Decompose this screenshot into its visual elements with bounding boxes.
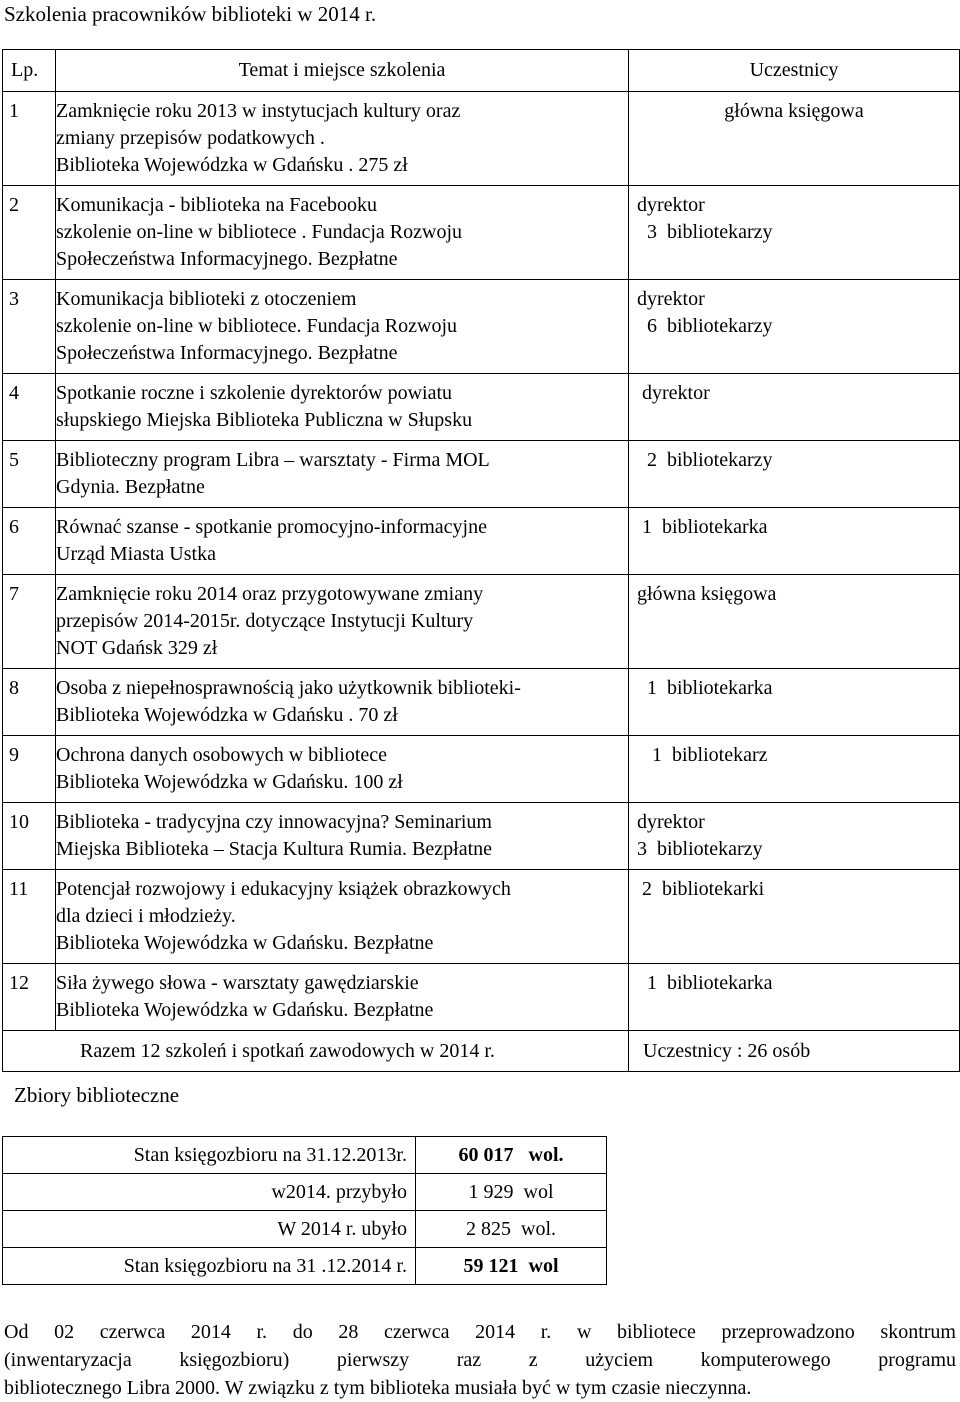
note-line: bibliotecznego Libra 2000. W związku z tym biblioteka musiała być w tym czasie nieczynna. [4, 1377, 752, 1399]
topic-line: zmiany przepisów podatkowych . [56, 127, 325, 149]
participant-line: 1 bibliotekarka [637, 516, 768, 538]
row-number: 2 [3, 186, 56, 280]
topic-line: Siła żywego słowa - warsztaty gawędziarskie [56, 972, 419, 994]
topic-line: Urząd Miasta Ustka [56, 543, 216, 565]
row-number: 8 [3, 669, 56, 736]
topic-line: Społeczeństwa Informacyjnego. Bezpłatne [56, 342, 398, 364]
row-participants [629, 508, 960, 575]
table-row [3, 186, 960, 280]
note-line: Od 02 czerwca 2014 r. do 28 czerwca 2014 r. w bibliotece przeprowadzono skontrum [4, 1321, 956, 1343]
note-line: (inwentaryzacja księgozbioru) pierwszy raz z użyciem komputerowego programu [4, 1349, 956, 1371]
table-row [3, 803, 960, 870]
stock-label: W 2014 r. ubyło [3, 1211, 416, 1248]
page-title: Szkolenia pracowników biblioteki w 2014 r. [4, 2, 377, 26]
table-row [3, 669, 960, 736]
collections-heading: Zbiory biblioteczne [14, 1083, 180, 1107]
table-row [3, 374, 960, 441]
row-number: 7 [3, 575, 56, 669]
topic-line: przepisów 2014-2015r. dotyczące Instytucji Kultury [56, 610, 474, 632]
trainings-table [2, 49, 960, 1072]
table-row [3, 92, 960, 186]
header-lp: Lp. [3, 50, 56, 92]
participant-line: 1 bibliotekarka [637, 972, 773, 994]
topic-line: Miejska Biblioteka – Stacja Kultura Rumia. Bezpłatne [56, 838, 493, 860]
row-participants [629, 441, 960, 508]
table-row [3, 441, 960, 508]
stock-row [3, 1248, 607, 1285]
topic-line: Biblioteka Wojewódzka w Gdańsku . 70 zł [56, 704, 398, 726]
table-row [3, 508, 960, 575]
total-participants: Uczestnicy : 26 osób [629, 1031, 960, 1072]
row-topic [56, 186, 629, 280]
stock-table [2, 1136, 607, 1285]
participant-line: dyrektor [637, 382, 710, 404]
row-topic [56, 280, 629, 374]
participant-line: główna księgowa [637, 583, 777, 605]
participant-line: 1 bibliotekarka [637, 677, 773, 699]
row-number: 9 [3, 736, 56, 803]
topic-line: szkolenie on-line w bibliotece. Fundacja Rozwoju [56, 315, 458, 337]
table-row [3, 575, 960, 669]
participant-line: 3 bibliotekarzy [637, 221, 773, 243]
stock-value: 2 825 wol. [416, 1211, 607, 1248]
row-number: 5 [3, 441, 56, 508]
row-topic [56, 870, 629, 964]
table-row [3, 870, 960, 964]
row-participants [629, 870, 960, 964]
inventory-note [4, 1318, 956, 1402]
stock-row [3, 1137, 607, 1174]
row-topic [56, 964, 629, 1031]
topic-line: Ochrona danych osobowych w bibliotece [56, 744, 388, 766]
topic-line: Gdynia. Bezpłatne [56, 476, 205, 498]
row-number: 4 [3, 374, 56, 441]
participant-line: 2 bibliotekarki [637, 878, 765, 900]
table-row [3, 736, 960, 803]
stock-label: w2014. przybyło [3, 1174, 416, 1211]
row-number: 3 [3, 280, 56, 374]
topic-line: Osoba z niepełnosprawnością jako użytkownik biblioteki- [56, 677, 521, 699]
participant-line: dyrektor [637, 194, 705, 216]
stock-value: 60 017 wol. [416, 1137, 607, 1174]
row-participants [629, 669, 960, 736]
row-number: 6 [3, 508, 56, 575]
topic-line: Potencjał rozwojowy i edukacyjny książek obrazkowych [56, 878, 511, 900]
row-topic [56, 92, 629, 186]
total-label: Razem 12 szkoleń i spotkań zawodowych w 2014 r. [3, 1031, 629, 1072]
topic-line: Komunikacja - biblioteka na Facebooku [56, 194, 378, 216]
stock-row [3, 1211, 607, 1248]
topic-line: Biblioteka - tradycyjna czy innowacyjna? Seminarium [56, 811, 492, 833]
row-participants [629, 186, 960, 280]
row-topic [56, 736, 629, 803]
topic-line: Zamknięcie roku 2013 w instytucjach kultury oraz [56, 100, 461, 122]
topic-line: Komunikacja biblioteki z otoczeniem [56, 288, 357, 310]
row-participants [629, 803, 960, 870]
header-participants: Uczestnicy [629, 50, 960, 92]
row-number: 12 [3, 964, 56, 1031]
topic-line: Biblioteka Wojewódzka w Gdańsku . 275 zł [56, 154, 408, 176]
row-participants [629, 575, 960, 669]
total-row [3, 1031, 960, 1072]
topic-line: Biblioteka Wojewódzka w Gdańsku. Bezpłatne [56, 999, 434, 1021]
topic-line: Równać szanse - spotkanie promocyjno-informacyjne [56, 516, 487, 538]
row-topic [56, 374, 629, 441]
row-number: 11 [3, 870, 56, 964]
participant-line: dyrektor [637, 811, 705, 833]
row-participants [629, 964, 960, 1031]
row-participants [629, 736, 960, 803]
trainings-body [3, 92, 960, 1031]
row-topic [56, 803, 629, 870]
topic-line: NOT Gdańsk 329 zł [56, 637, 218, 659]
row-topic [56, 669, 629, 736]
stock-value: 59 121 wol [416, 1248, 607, 1285]
topic-line: Zamknięcie roku 2014 oraz przygotowywane zmiany [56, 583, 484, 605]
participant-line: główna księgowa [724, 100, 864, 122]
topic-line: Społeczeństwa Informacyjnego. Bezpłatne [56, 248, 398, 270]
table-header-row [3, 50, 960, 92]
participant-line: 1 bibliotekarz [637, 744, 768, 766]
topic-line: Biblioteka Wojewódzka w Gdańsku. 100 zł [56, 771, 403, 793]
row-topic [56, 441, 629, 508]
participant-line: dyrektor [637, 288, 705, 310]
stock-label: Stan księgozbioru na 31 .12.2014 r. [3, 1248, 416, 1285]
table-row [3, 964, 960, 1031]
row-participants [629, 280, 960, 374]
row-number: 10 [3, 803, 56, 870]
row-topic [56, 508, 629, 575]
topic-line: dla dzieci i młodzieży. [56, 905, 236, 927]
topic-line: Biblioteczny program Libra – warsztaty - Firma MOL [56, 449, 490, 471]
participant-line: 2 bibliotekarzy [637, 449, 773, 471]
row-participants [629, 92, 960, 186]
stock-row [3, 1174, 607, 1211]
row-topic [56, 575, 629, 669]
header-topic: Temat i miejsce szkolenia [56, 50, 629, 92]
table-row [3, 280, 960, 374]
participant-line: 3 bibliotekarzy [637, 838, 763, 860]
participant-line: 6 bibliotekarzy [637, 315, 773, 337]
topic-line: słupskiego Miejska Biblioteka Publiczna w Słupsku [56, 409, 473, 431]
topic-line: Biblioteka Wojewódzka w Gdańsku. Bezpłatne [56, 932, 434, 954]
row-number: 1 [3, 92, 56, 186]
row-participants [629, 374, 960, 441]
topic-line: Spotkanie roczne i szkolenie dyrektorów powiatu [56, 382, 452, 404]
topic-line: szkolenie on-line w bibliotece . Fundacja Rozwoju [56, 221, 463, 243]
stock-value: 1 929 wol [416, 1174, 607, 1211]
stock-body [3, 1137, 607, 1285]
stock-label: Stan księgozbioru na 31.12.2013r. [3, 1137, 416, 1174]
